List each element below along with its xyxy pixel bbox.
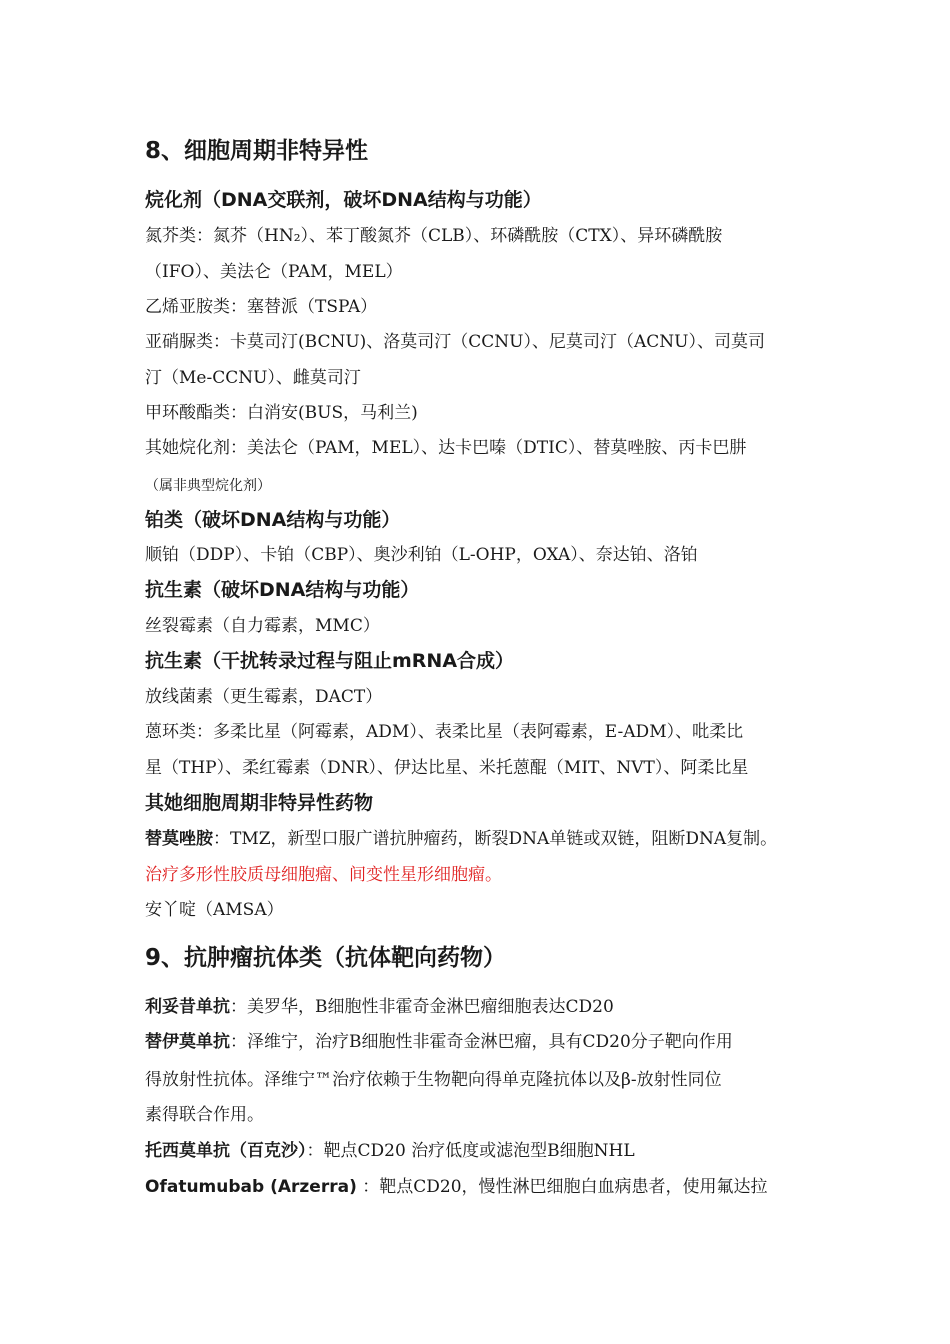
tositumomab-text: ：靶点CD20 治疗低度或滤泡型B细胞NHL bbox=[306, 1141, 635, 1161]
tmz-line bbox=[145, 828, 777, 850]
antibiotic-2-heading: 抗生素（干扰转录过程与阻止mRNA合成） bbox=[145, 650, 515, 672]
alkylating-line-7: 其她烷化剂：美法仑（PAM，MEL）、达卡巴嗪（DTIC）、替莫唑胺、丙卡巴肼 bbox=[145, 438, 747, 458]
tositumomab-lead: 托西莫单抗（百克沙） bbox=[145, 1141, 307, 1161]
alkylating-line-4: 亚硝脲类：卡莫司汀(BCNU)、洛莫司汀（CCNU）、尼莫司汀（ACNU）、司莫司 bbox=[145, 332, 765, 352]
alkylating-line-2: （IFO）、美法仑（PAM，MEL） bbox=[145, 262, 403, 282]
alkylating-heading: 烷化剂（DNA交联剂，破坏DNA结构与功能） bbox=[145, 189, 542, 211]
section-9-title: 9、抗肿瘤抗体类（抗体靶向药物） bbox=[145, 945, 507, 971]
ofatumumab-text: ：靶点CD20，慢性淋巴细胞白血病患者，使用氟达拉 bbox=[356, 1177, 768, 1197]
amsa-line: 安丫啶（AMSA） bbox=[145, 900, 284, 920]
tmz-indication: 治疗多形性胶质母细胞瘤、间变性星形细胞瘤。 bbox=[145, 865, 502, 885]
rituximab-line bbox=[145, 996, 614, 1018]
alkylating-note: （属非典型烷化剂） bbox=[145, 478, 271, 494]
antibiotic-2-line-1: 放线菌素（更生霉素，DACT） bbox=[145, 687, 383, 707]
alkylating-line-1: 氮芥类：氮芥（HN₂）、苯丁酸氮芥（CLB）、环磷酰胺（CTX）、异环磷酰胺 bbox=[145, 226, 723, 246]
rituximab-text: ：美罗华，B细胞性非霍奇金淋巴瘤细胞表达CD20 bbox=[230, 997, 614, 1017]
antibiotic-1-heading: 抗生素（破坏DNA结构与功能） bbox=[145, 579, 420, 601]
rituximab-lead: 利妥昔单抗 bbox=[145, 997, 230, 1017]
tmz-lead: 替莫唑胺 bbox=[145, 829, 213, 849]
section-8-title: 8、细胞周期非特异性 bbox=[145, 138, 369, 164]
antibiotic-2-line-3: 星（THP）、柔红霉素（DNR）、伊达比星、米托蒽醌（MIT、NVT）、阿柔比星 bbox=[145, 758, 749, 778]
platinum-heading: 铂类（破坏DNA结构与功能） bbox=[145, 509, 401, 531]
ibritumomab-line-2: 得放射性抗体。泽维宁™治疗依赖于生物靶向得单克隆抗体以及β-放射性同位 bbox=[145, 1070, 722, 1090]
ofatumumab-line bbox=[145, 1176, 768, 1198]
tmz-text: ：TMZ，新型口服广谱抗肿瘤药，断裂DNA单链或双链，阻断DNA复制。 bbox=[213, 829, 778, 849]
ibritumomab-line-1 bbox=[145, 1031, 733, 1053]
alkylating-line-3: 乙烯亚胺类：塞替派（TSPA） bbox=[145, 297, 378, 317]
platinum-line: 顺铂（DDP）、卡铂（CBP）、奥沙利铂（L-OHP，OXA）、奈达铂、洛铂 bbox=[145, 545, 698, 565]
alkylating-line-6: 甲环酸酯类：白消安(BUS，马利兰) bbox=[145, 403, 418, 423]
others-heading: 其她细胞周期非特异性药物 bbox=[145, 792, 374, 814]
ibritumomab-lead: 替伊莫单抗 bbox=[145, 1032, 230, 1052]
ibritumomab-line-3: 素得联合作用。 bbox=[145, 1105, 264, 1125]
antibiotic-2-line-2: 蒽环类：多柔比星（阿霉素，ADM）、表柔比星（表阿霉素，E-ADM）、吡柔比 bbox=[145, 722, 744, 742]
ofatumumab-lead: Ofatumubab (Arzerra) bbox=[145, 1177, 357, 1197]
tositumomab-line bbox=[145, 1140, 635, 1162]
ibritumomab-text-1: ：泽维宁，治疗B细胞性非霍奇金淋巴瘤，具有CD20分子靶向作用 bbox=[230, 1032, 733, 1052]
antibiotic-1-line: 丝裂霉素（自力霉素，MMC） bbox=[145, 616, 380, 636]
alkylating-line-5: 汀（Me-CCNU）、雌莫司汀 bbox=[145, 368, 361, 388]
